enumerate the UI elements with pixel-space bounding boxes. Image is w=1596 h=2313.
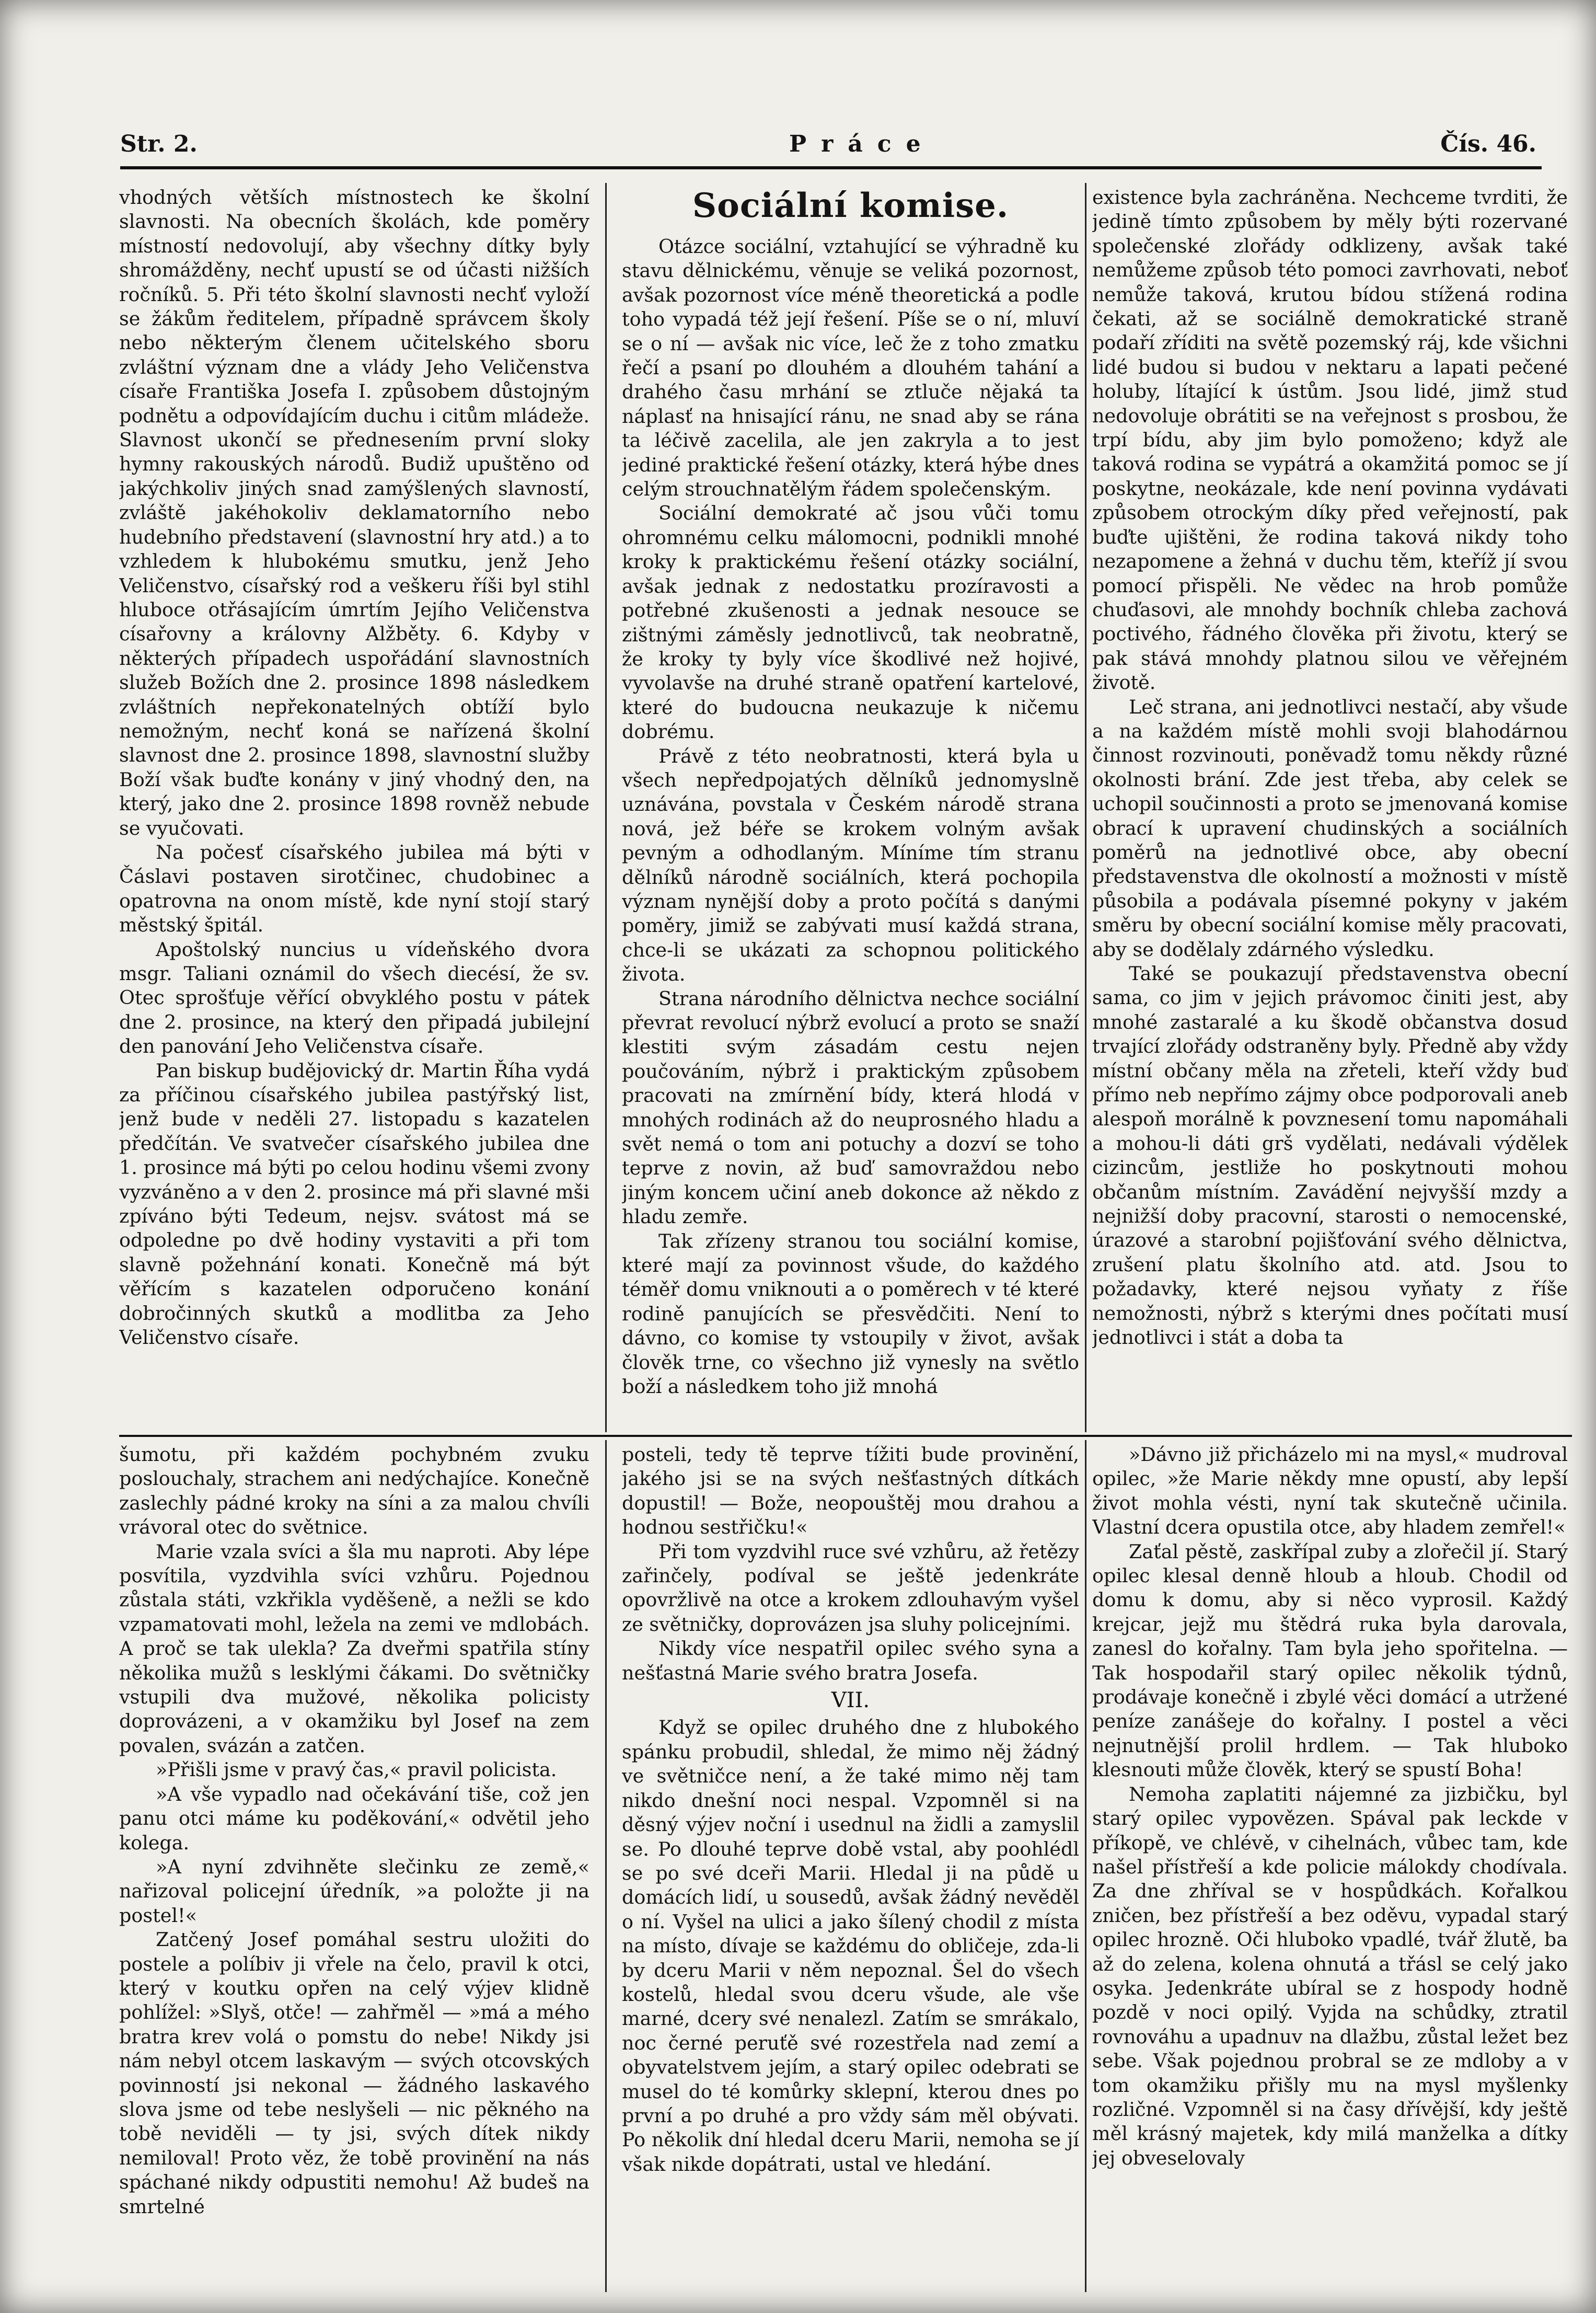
serial-column-1 bbox=[119, 1443, 589, 2289]
paragraph: Právě z této neobratnosti, která byla u všech nepředpojatých dělníků jednomyslně uznávána, povstala v Českém národě strana nová, jež béře se krokem volným avšak pevným a odhodlaným. Míníme tím stranu dělníků národně sociálních, která pochopila význam nynější doby a proto počítá s danými poměry, jimiž se zabývati musí každá strana, chce-li se ukázati za schopnou politického života. bbox=[622, 744, 1079, 986]
column-divider bbox=[1085, 183, 1086, 1432]
issue-number: Čís. 46. bbox=[1440, 131, 1536, 157]
paragraph: Strana národního dělnictva nechce sociální převrat revolucí nýbrž evolucí a proto se snaží klestiti svým zásadám cestu nejen poučováním, nýbrž i praktickým způsobem pracovati na zmírnění bídy, která hlodá v mnohých rodinách až do neuprosného hladu a svět nemá o tom ani potuchy a dozví se toho teprve z novin, až buď samovraždou nebo jiným koncem učiní aneb dokonce až někdo z hladu zemře. bbox=[622, 987, 1079, 1228]
chapter-heading: VII. bbox=[831, 1688, 870, 1713]
section-divider bbox=[119, 1435, 1572, 1437]
serial-column-2 bbox=[622, 1443, 1079, 2289]
paragraph: »A vše vypadlo nad očekávání tiše, což jen panu otci máme ku poděkování,« odvětil jeho kolega. bbox=[119, 1782, 589, 1854]
paragraph: Zatčený Josef pomáhal sestru uložiti do postele a políbiv ji vřele na čelo, pravil k otci, který v koutku opřen na celý výjev klidně pohlížel: »Slyš, otče! — zahřměl — »má a mého bratra krev volá o pomstu do nebe! Nikdy jsi nám nebyl otcem laskavým — svých otcovských povinností jsi nekonal — žádného laskavého slova jsme od tebe neslyšeli — nic pěkného na tobě neviděli — ty jsi, svých dítek nikdy nemiloval! Proto věz, že tobě provinění na nás spáchané nikdy odpustiti nemohu! Až budeš na smrtelné bbox=[119, 1928, 589, 2218]
page-header bbox=[120, 131, 1536, 167]
paragraph: Leč strana, ani jednotlivci nestačí, aby všude a na každém místě mohli svoji blahodárnou činnost rozvinouti, poněvadž tomu někdy různé okolnosti brání. Zde jest třeba, aby celek se uchopil součinnosti a proto se jmenovaná komise obrací k upravení chudinských a sociálních poměrů na jednotlivé obce, aby obecní představenstva dle okolností a možnosti v místě působila a podávala písemné pokyny v jakém směru by obecní sociální komise měly pracovati, aby se dodělaly zdárného výsledku. bbox=[1092, 695, 1568, 961]
paragraph: Tak zřízeny stranou tou sociální komise, které mají za povinnost všude, do každého téměř domu vniknouti a o poměrech v té které rodině panujících se přesvědčiti. Není to dávno, co komise ty vstoupily v život, avšak člověk trne, co všechno již vynesly na světlo boží a následkem toho již mnohá bbox=[622, 1229, 1079, 1398]
column-divider bbox=[1085, 1440, 1086, 2292]
paragraph: Sociální demokraté ač jsou vůči tomu ohromnému celku málomocni, podnikli mnohé kroky k praktickému řešení otázky sociální, avšak jednak z nedostatku prozíravosti a potřebné zkušenosti a jednak nesouce se zištnými záměsly jednotlivců, tak neobratně, že kroky ty byly více škodlivé než hojivé, vyvolavše na druhé straně opatření kartelové, které do budoucna neukazuje k ničemu dobrému. bbox=[622, 502, 1079, 743]
article-sociální-komise bbox=[622, 186, 1079, 1427]
paragraph: Marie vzala svíci a šla mu naproti. Aby lépe posvítila, vyzdvihla svíci vzhůru. Pojednou zůstala státi, vzkřikla vyděšeně, a nežli se kdo vzpamatovati mohl, ležela na zemi ve mdlobách. A proč se tak ulekla? Za dveřmi spatřila stíny několika mužů s lesklými čákami. Do světničky vstupili dva mužové, několika policisty doprovázeni, a v okamžiku byl Josef na zem povalen, svázán a zatčen. bbox=[119, 1540, 589, 1757]
paragraph: vhodných větších místnostech ke školní slavnosti. Na obecních školách, kde poměry místností nedovolují, aby všechny dítky byly shromážděny, nechť upustí se od účasti nižších ročníků. 5. Při této školní slavnosti nechť vyloží se žákům ředitelem, případně správcem školy nebo některým členem učitelského sboru zvláštní význam dne a vlády Jeho Veličenstva císaře Františka Josefa I. způsobem důstojným podnětu a odpovídajícím duchu i citům mládeže. Slavnost ukončí se přednesením první sloky hymny rakouských národů. Budiž upuštěno od jakýchkoliv jiných snad zamýšlených slavností, zvláště jakéhokoliv deklamatorního nebo hudebního představení (slavnostní hry atd.) a to vzhledem k hlubokému smutku, jenž Jeho Veličenstvo, císařský rod a veškeru říši byl stihl hluboce otřásajícím úmrtím Jejího Veličenstva císařovny a královny Alžběty. 6. Kdyby v některých případech uspořádání slavnostních služeb Božích dne 2. prosince 1898 následkem zvláštních nepřekonatelných obtíží bylo nemožným, nechť koná se nařízená školní slavnost dne 2. prosince 1898, slavnostní služby Boží však buďte konány v jiný vhodný den, na který, jako dne 2. prosince 1898 rovněž nebude se vyučovati. bbox=[119, 186, 589, 839]
paragraph: Nikdy více nespatřil opilec svého syna a nešťastná Marie svého bratra Josefa. bbox=[622, 1637, 1079, 1684]
news-column-1 bbox=[119, 186, 589, 1427]
paragraph: posteli, tedy tě teprve tížiti bude provinění, jakého jsi se na svých nešťastných dítkách dopustil! — Bože, neopouštěj mou drahou a hodnou sestřičku!« bbox=[622, 1443, 1079, 1539]
paragraph: Také se poukazují představenstva obecní sama, co jim v jejich právomoc činiti jest, aby mnohé zastaralé a ku škodě občanstva dosud trvající zlořády odstraněny byly. Předně aby vždy místní občany měla na zřeteli, kteří vždy buď přímo neb nepřímo zájmy obce podporovali aneb alespoň morálně k povznesení tomu napomáhali a mohou-li dáti grš vydělati, nedávali výdělek cizincům, jestliže ho poskytnouti mohou občanům místním. Zavádění nejvyšší mzdy a nejnižší doby pracovní, starosti o nemocenské, úrazové a starobní pojišťování svého dělnictva, zrušení platu školního atd. atd. Jsou to požadavky, které nejsou vyňaty z říše nemožnosti, nýbrž s kterými dnes počítati musí jednotlivci i stát a doba ta bbox=[1092, 962, 1568, 1349]
paragraph: Na počesť císařského jubilea má býti v Čáslavi postaven sirotčinec, chudobinec a opatrovna na onom místě, kde nyní stojí starý městský špitál. bbox=[119, 841, 589, 937]
paragraph: Nemoha zaplatiti nájemné za jizbičku, byl starý opilec vypovězen. Spával pak leckde v příkopě, ve chlévě, v cihelnách, vůbec tam, kde našel přístřeší a kde policie málokdy chodívala. Za dne zhříval se v hospůdkách. Kořalkou zničen, bez přístřeší a bez oděvu, vypadal starý opilec hrozně. Oči hluboko vpadlé, tvář žlutě, ba až do zelena, kolena ohnutá a třásl se celý jako osyka. Jedenkráte ubíral se z hospody hodně pozdě v noci opilý. Vyjda na schůdky, ztratil rovnováhu a upadnuv na dlažbu, zůstal ležet bez sebe. Však pojednou probral se ze mdloby a v tom okamžiku přišly mu na mysl myšlenky rozličné. Vzpomněl si na časy dřívější, kdy ještě měl krásný majetek, kdy milá manželka a dítky jej obveselovaly bbox=[1092, 1782, 1568, 2169]
paragraph: Když se opilec druhého dne z hlubokého spánku probudil, shledal, že mimo něj žádný ve světničce není, a že také mimo něj tam nikdo dnešní noci nespal. Vzpomněl si na děsný výjev noční i usednul na židli a zamyslil se. Po dlouhé teprve době vstal, aby poohlédl se po své dceři Marii. Hledal ji na půdě u domácích lidí, u sousedů, avšak žádný nevěděl o ní. Vyšel na ulici a jako šílený chodil z místa na místo, dívaje se každému do obličeje, zda-li by dceru Marii v něm nepoznal. Šel do všech kostelů, hledal svou dceru všude, ale vše marné, dcery své nenalezl. Zatím se smrákalo, noc černé peruťě své rozestřela nad zemí a obyvatelstvem jejím, a starý opilec odebrati se musel do té komůrky sklepní, kterou dnes po první a po druhé a pro vždy sám měl obývati. Po několik dní hledal dceru Marii, nemoha se jí však nikde dopátrati, ustal ve hledání. bbox=[622, 1716, 1079, 2176]
paragraph: »Dávno již přicházelo mi na mysl,« mudroval opilec, »že Marie někdy mne opustí, aby lepší život mohla vésti, nyní tak skutečně učinila. Vlastní dcera opustila otce, aby hladem zemřel!« bbox=[1092, 1443, 1568, 1539]
paragraph: šumotu, při každém pochybném zvuku poslouchaly, strachem ani nedýchajíce. Konečně zaslechly pádné kroky na síni a za malou chvíli vrávoral otec do světnice. bbox=[119, 1443, 589, 1539]
header-rule bbox=[120, 166, 1542, 169]
paragraph: Zaťal pěstě, zaskřípal zuby a zlořečil jí. Starý opilec klesal denně hloub a hloub. Chodil od domu k domu, aby si něco vyprosil. Každý krejcar, jejž mu štědrá ruka byla darovala, zanesl do kořalny. Tam byla jeho spořitelna. — Tak hospodařil starý opilec několik týdnů, prodávaje konečně i zbylé věci domácí a utržené peníze zanášeje do kořalny. I postel a věci nejnutnější prolil hrdlem. — Tak hluboko klesnouti může člověk, který se spustí Boha! bbox=[1092, 1540, 1568, 1781]
article-title: Sociální komise. bbox=[692, 186, 1009, 225]
column-divider bbox=[605, 1440, 607, 2292]
paragraph: Apoštolský nuncius u vídeňského dvora msgr. Taliani oznámil do všech diecésí, že sv. Otec sprošťuje věřící obvyklého postu v pátek dne 2. prosince, na který den připadá jubilejní den panování Jeho Veličenstva císaře. bbox=[119, 938, 589, 1058]
paragraph: Při tom vyzdvihl ruce své vzhůru, až řetězy zařinčely, podíval se ještě jedenkráte opovržlivě na otce a krokem zdlouhavým vyšel ze světničky, doprovázen jsa sluhy policejními. bbox=[622, 1540, 1079, 1636]
paragraph: Pan biskup budějovický dr. Martin Říha vydá za příčinou císařského jubilea pastýřský list, jenž bude v neděli 27. listopadu s kazatelen předčítán. Ve svatvečer císařského jubilea dne 1. prosince má býti po celou hodinu všemi zvony vyzváněno a v den 2. prosince má při slavné mši zpíváno býti Tedeum, nejsv. svátost má se odpoledne po dvě hodiny vystaviti a při tom slavně požehnání konati. Konečně má být věřícím s kazatelen odporučeno konání dobročinných skutků a modlitba za Jeho Veličenstvo císaře. bbox=[119, 1059, 589, 1349]
column-divider bbox=[605, 183, 607, 1432]
page-number: Str. 2. bbox=[120, 131, 198, 157]
paragraph: »A nyní zdvihněte slečinku ze země,« nařizoval policejní úředník, »a položte ji na postel!« bbox=[119, 1855, 589, 1927]
paragraph: existence byla zachráněna. Nechceme tvrditi, že jedině tímto způsobem by měly býti rozervané společenské zlořády odklizeny, avšak také nemůžeme způsob této pomoci zavrhovati, neboť nemůže taková, krutou bídou stížená rodina čekati, až se sociálně demokratické straně podaří zříditi na světě pozemský ráj, kde všichni lidé budou si budou v nektaru a lapati pečené holuby, lítající k ústům. Jsou lidé, jimž stud nedovoluje obrátiti se na veřejnost s prosbou, že trpí bídu, aby jim bylo pomoženo; když ale taková rodina se vypátrá a okamžitá pomoc se jí poskytne, neokázale, kde není povinna vydávati způsobem otrockým díky před veřejností, pak buďte ujištěni, že rodina taková nikdy toho nezapomene a žehná v duchu těm, kteříž jí svou pomocí přispěli. Ne vědec na hrob pomůže chuďasovi, ale mnohdy bochník chleba zachová poctivého, řádného člověka při životu, který se pak stává mnohdy platnou silou ve věřejném životě. bbox=[1092, 186, 1568, 694]
newspaper-title: Práce bbox=[789, 131, 935, 157]
serial-column-3 bbox=[1092, 1443, 1568, 2289]
news-column-3 bbox=[1092, 186, 1568, 1427]
paragraph: Otázce sociální, vztahující se výhradně ku stavu dělnickému, věnuje se veliká pozornost, avšak pozornost více méně theoretická a podle toho vypadá též její řešení. Píše se o ní, mluví se o ní — avšak nic více, leč že z toho zmatku řečí a psaní po dlouhém a dlouhém tahání a drahého času mrhání se ztluče nějaká ta náplasť na hnisající ránu, ne snad aby se rána ta léčivě zacelila, ale jen zakryla a to jest jediné praktické řešení otázky, která hýbe dnes celým strouchnatělým řádem společenským. bbox=[622, 235, 1079, 501]
paragraph: »Přišli jsme v pravý čas,« pravil policista. bbox=[156, 1758, 557, 1781]
